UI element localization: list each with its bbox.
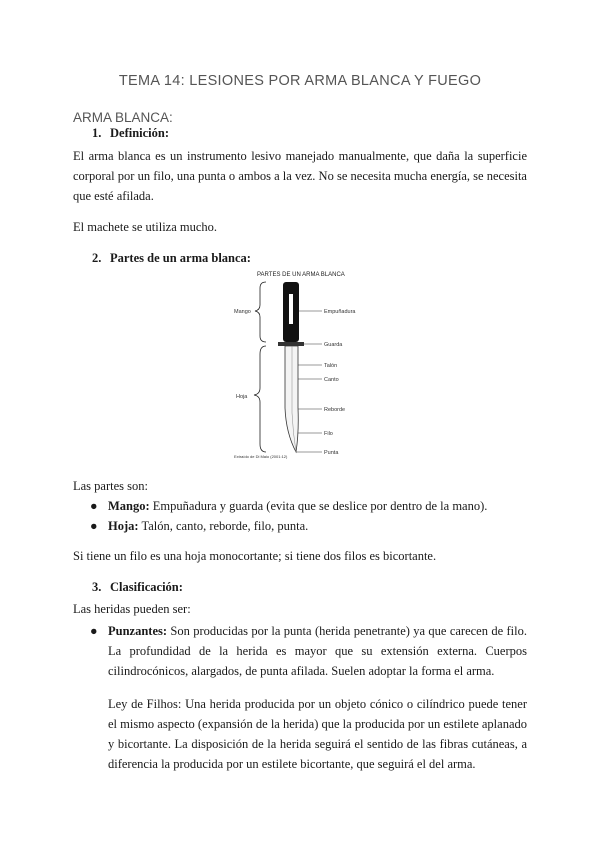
- handle-slot: [289, 294, 293, 324]
- paragraph-machete: El machete se utiliza mucho.: [73, 220, 218, 234]
- heading-clasificacion: [92, 580, 183, 595]
- knife-blade: [285, 346, 298, 452]
- mango-brace: [255, 282, 266, 342]
- paragraph-definicion: El arma blanca es un instrumento lesivo manejado manualmente, que daña la superficie corporal por un filo, una punta o ambos a la vez. No se necesita mucha energía, se necesita que esté afilada.: [73, 149, 527, 203]
- figure-credit: Extraído de Di Maio (2001:12): [234, 454, 288, 459]
- knife-guard: [278, 342, 304, 346]
- list-item: [90, 516, 527, 536]
- label-guarda: Guarda: [324, 342, 343, 348]
- heading-definicion: [92, 126, 169, 141]
- heading-text: Clasificación:: [110, 580, 183, 594]
- list-item: [90, 496, 527, 516]
- bullet-icon: ●: [90, 499, 98, 513]
- bullet-icon: ●: [90, 519, 98, 533]
- label-empunadura: Empuñadura: [324, 309, 356, 315]
- label-talon: Talón: [324, 363, 338, 369]
- heading-number: 3.: [92, 580, 102, 594]
- heading-text: Partes de un arma blanca:: [110, 251, 251, 265]
- knife-parts-figure: [232, 268, 372, 460]
- figure-title: PARTES DE UN ARMA BLANCA: [257, 272, 345, 278]
- paragraph-heridas-intro: Las heridas pueden ser:: [73, 602, 191, 616]
- list-term: Mango:: [108, 499, 150, 513]
- label-hoja: Hoja: [236, 394, 248, 400]
- paragraph-ley-filhos: Ley de Filhos: Una herida producida por un objeto cónico o cilíndrico puede tener el mismo aspecto (expansión de la herida) que la producida por un estilete aplanado y bicortante. La disposición de la herida seguirá el sentido de las fibras cutáneas, a diferencia la producida por un estilete bicortante, que seguirá el del arma.: [108, 697, 527, 771]
- section-label: ARMA BLANCA:: [73, 110, 173, 125]
- label-reborde: Reborde: [324, 407, 346, 413]
- heading-partes: [92, 251, 251, 266]
- knife-diagram: [232, 268, 372, 460]
- list-item: [90, 621, 527, 681]
- bullet-icon: ●: [90, 624, 98, 638]
- list-term: Punzantes:: [108, 624, 168, 638]
- list-term: Hoja:: [108, 519, 139, 533]
- label-punta: Punta: [324, 450, 339, 456]
- label-filo: Filo: [324, 431, 333, 437]
- heading-number: 1.: [92, 126, 102, 140]
- list-text: Talón, canto, reborde, filo, punta.: [138, 519, 309, 533]
- partes-list: [90, 496, 527, 536]
- paragraph-corte: Si tiene un filo es una hoja monocortante; si tiene dos filos es bicortante.: [73, 549, 437, 563]
- list-text: Son producidas por la punta (herida penetrante) ya que carecen de filo. La profundidad de la herida es mayor que su extensión externa. Cuerpos cilindrocónicos, alargados, de punta afilada. Suelen adoptar la forma el arma.: [108, 624, 527, 678]
- heading-text: Definición:: [110, 126, 170, 140]
- heading-number: 2.: [92, 251, 102, 265]
- label-mango: Mango: [234, 309, 251, 315]
- hoja-brace: [254, 346, 266, 452]
- paragraph-partes-intro: Las partes son:: [73, 479, 148, 493]
- list-text: Empuñadura y guarda (evita que se deslice por dentro de la mano).: [149, 499, 488, 513]
- label-canto: Canto: [324, 377, 339, 383]
- heridas-list: [90, 621, 527, 681]
- page-title: TEMA 14: LESIONES POR ARMA BLANCA Y FUEGO: [118, 73, 482, 89]
